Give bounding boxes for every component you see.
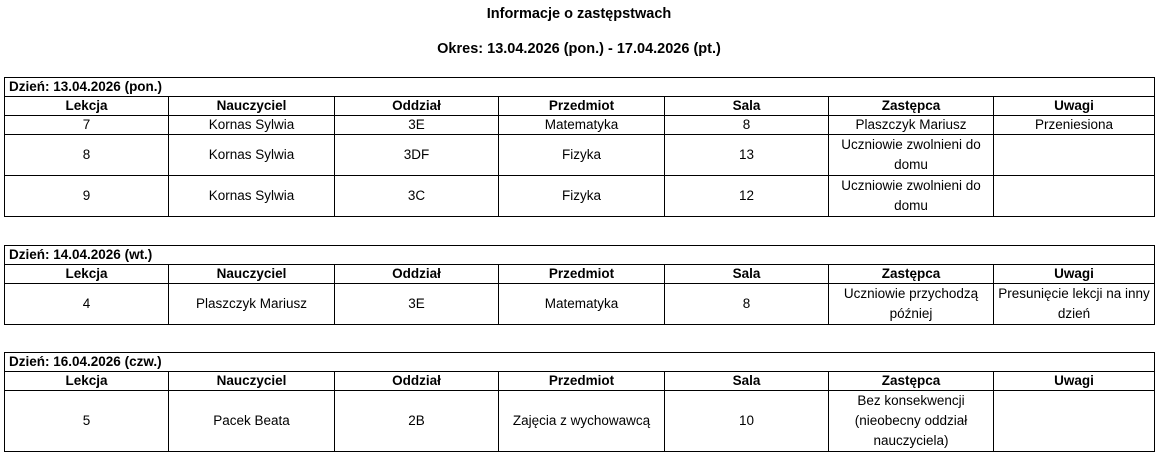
- col-header-zastepca: Zastępca: [829, 97, 994, 116]
- cell-nauczyciel: Kornas Sylwia: [169, 135, 335, 176]
- page-title: Informacje o zastępstwach: [486, 6, 672, 22]
- day-label: Dzień: 13.04.2026 (pon.): [5, 78, 1155, 97]
- cell-oddzial: 3C: [335, 176, 499, 217]
- col-header-oddzial: Oddział: [335, 265, 499, 284]
- cell-zastepca: Bez konsekwencji (nieobecny oddział nauczyciela): [829, 391, 994, 452]
- cell-przedmiot: Fizyka: [499, 135, 665, 176]
- cell-nauczyciel: Kornas Sylwia: [169, 116, 335, 135]
- column-header-row: [5, 265, 1155, 284]
- cell-sala: 8: [665, 116, 829, 135]
- col-header-oddzial: Oddział: [335, 97, 499, 116]
- cell-lekcja: 7: [5, 116, 169, 135]
- cell-lekcja: 5: [5, 391, 169, 452]
- col-header-nauczyciel: Nauczyciel: [169, 372, 335, 391]
- cell-uwagi: [994, 135, 1155, 176]
- col-header-przedmiot: Przedmiot: [499, 97, 665, 116]
- cell-oddzial: 2B: [335, 391, 499, 452]
- cell-zastepca: Plaszczyk Mariusz: [829, 116, 994, 135]
- col-header-sala: Sala: [665, 97, 829, 116]
- col-header-uwagi: Uwagi: [994, 372, 1155, 391]
- col-header-zastepca: Zastępca: [829, 372, 994, 391]
- table-row: [5, 116, 1155, 135]
- col-header-lekcja: Lekcja: [5, 372, 169, 391]
- cell-zastepca: Uczniowie przychodzą później: [829, 284, 994, 325]
- col-header-nauczyciel: Nauczyciel: [169, 265, 335, 284]
- cell-uwagi: Presunięcie lekcji na inny dzień: [994, 284, 1155, 325]
- period-label: Okres: 13.04.2026 (pon.) - 17.04.2026 (pt.): [437, 41, 721, 57]
- col-header-zastepca: Zastępca: [829, 265, 994, 284]
- cell-uwagi: Przeniesiona: [994, 116, 1155, 135]
- cell-przedmiot: Matematyka: [499, 284, 665, 325]
- col-header-uwagi: Uwagi: [994, 265, 1155, 284]
- cell-oddzial: 3E: [335, 116, 499, 135]
- column-header-row: [5, 372, 1155, 391]
- cell-nauczyciel: Kornas Sylwia: [169, 176, 335, 217]
- cell-lekcja: 4: [5, 284, 169, 325]
- cell-sala: 10: [665, 391, 829, 452]
- cell-sala: 8: [665, 284, 829, 325]
- day-label: Dzień: 16.04.2026 (czw.): [5, 353, 1155, 372]
- cell-lekcja: 8: [5, 135, 169, 176]
- day-header-row: [5, 78, 1155, 97]
- col-header-lekcja: Lekcja: [5, 97, 169, 116]
- cell-nauczyciel: Pacek Beata: [169, 391, 335, 452]
- table-row: [5, 284, 1155, 325]
- day-table: [4, 352, 1155, 452]
- cell-oddzial: 3DF: [335, 135, 499, 176]
- column-header-row: [5, 97, 1155, 116]
- table-row: [5, 391, 1155, 452]
- col-header-przedmiot: Przedmiot: [499, 372, 665, 391]
- cell-przedmiot: Zajęcia z wychowawcą: [499, 391, 665, 452]
- day-header-row: [5, 246, 1155, 265]
- col-header-lekcja: Lekcja: [5, 265, 169, 284]
- cell-oddzial: 3E: [335, 284, 499, 325]
- cell-przedmiot: Fizyka: [499, 176, 665, 217]
- cell-sala: 13: [665, 135, 829, 176]
- cell-uwagi: [994, 391, 1155, 452]
- cell-sala: 12: [665, 176, 829, 217]
- day-label: Dzień: 14.04.2026 (wt.): [5, 246, 1155, 265]
- table-row: [5, 176, 1155, 217]
- day-table: [4, 77, 1155, 217]
- cell-nauczyciel: Plaszczyk Mariusz: [169, 284, 335, 325]
- col-header-oddzial: Oddział: [335, 372, 499, 391]
- col-header-przedmiot: Przedmiot: [499, 265, 665, 284]
- cell-zastepca: Uczniowie zwolnieni do domu: [829, 135, 994, 176]
- col-header-nauczyciel: Nauczyciel: [169, 97, 335, 116]
- cell-uwagi: [994, 176, 1155, 217]
- day-table: [4, 245, 1155, 325]
- cell-przedmiot: Matematyka: [499, 116, 665, 135]
- day-header-row: [5, 353, 1155, 372]
- col-header-sala: Sala: [665, 372, 829, 391]
- col-header-sala: Sala: [665, 265, 829, 284]
- cell-lekcja: 9: [5, 176, 169, 217]
- col-header-uwagi: Uwagi: [994, 97, 1155, 116]
- table-row: [5, 135, 1155, 176]
- cell-zastepca: Uczniowie zwolnieni do domu: [829, 176, 994, 217]
